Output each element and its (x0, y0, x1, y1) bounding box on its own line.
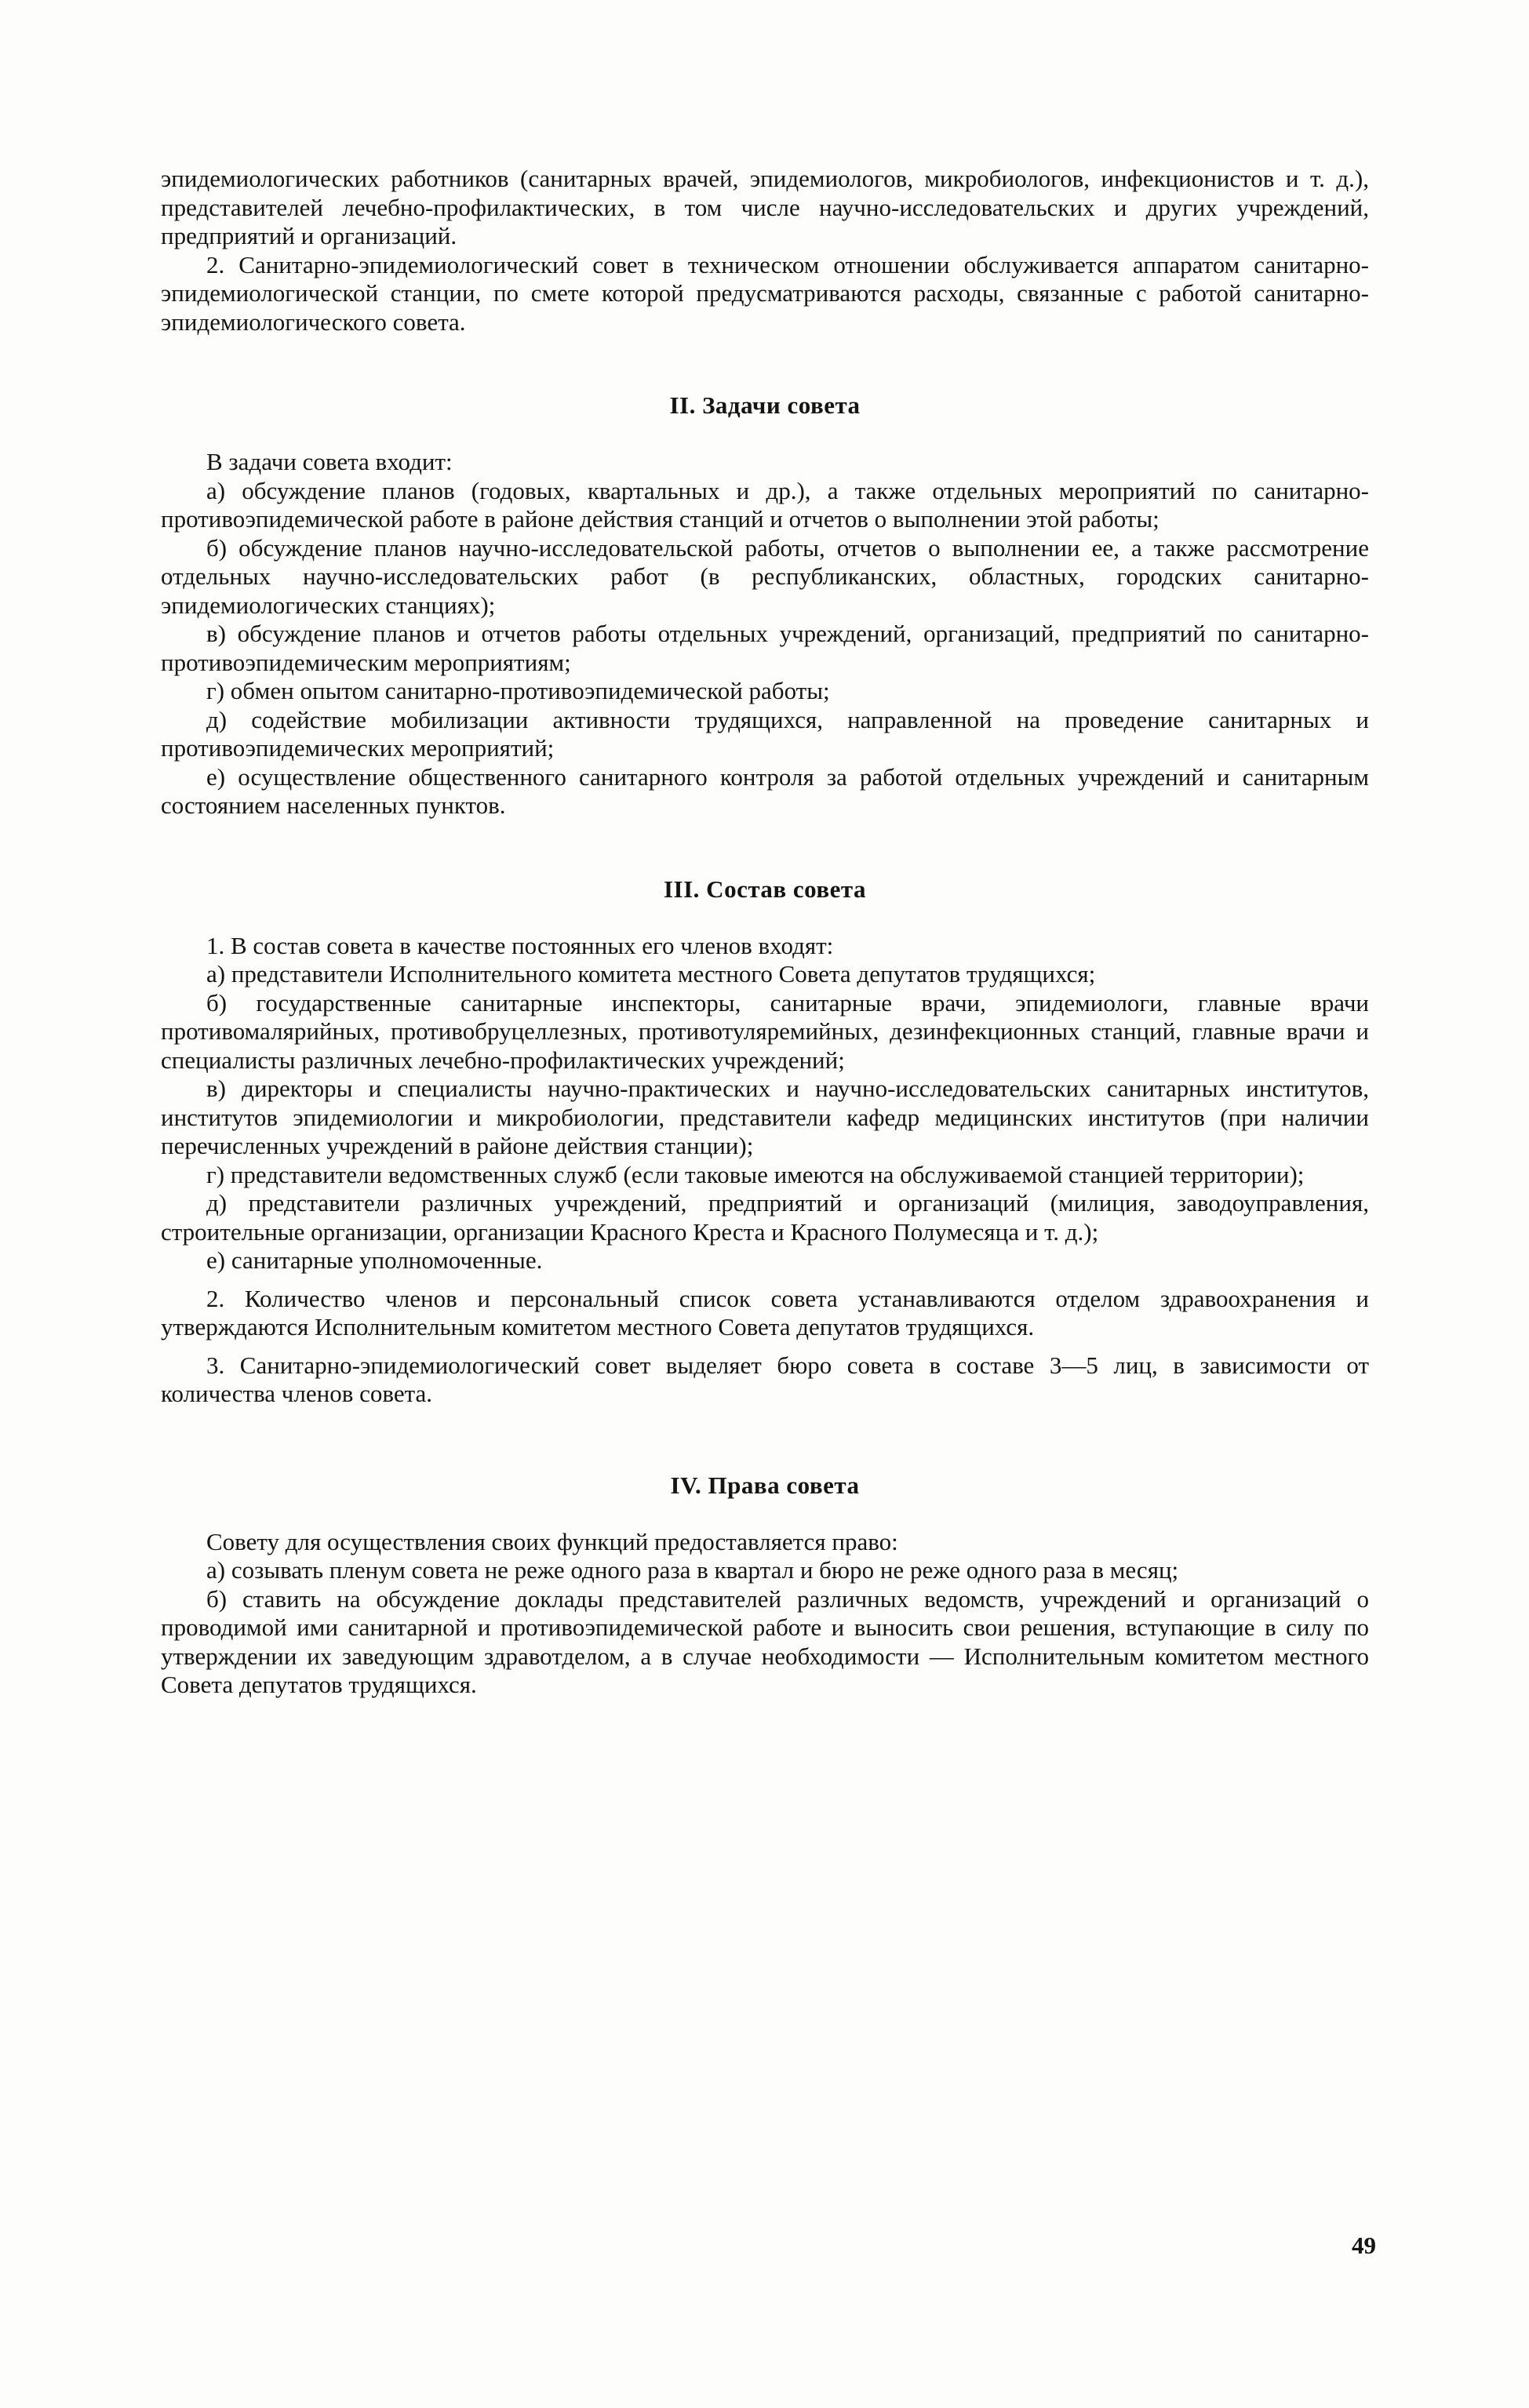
intro-paragraph-2: 2. Санитарно-эпидемиологический совет в техническом отношении обслуживается аппаратом санитарно-эпидемиологической станции, по смете которой предусматриваются расходы, связанные с работой санитарно-эпидемиологического совета. (161, 250, 1369, 336)
section-heading-rights: IV. Права совета (670, 1471, 860, 1499)
list-item: д) представители различных учреждений, предприятий и организаций (милиция, заводоуправления, строительные организации, организации Красного Креста и Красного Полумесяца и т. д.); (161, 1189, 1369, 1246)
section-lead-rights: Совету для осуществления своих функций предоставляется право: (206, 1527, 898, 1555)
list-item: г) обмен опытом санитарно-противоэпидемической работы; (206, 677, 830, 704)
section-lead-tasks: В задачи совета входит: (206, 448, 453, 475)
section-heading-composition: III. Состав совета (663, 875, 867, 903)
list-item: а) обсуждение планов (годовых, квартальных и др.), а также отдельных мероприятий по санитарно-противоэпидемической работе в районе действия станций и отчетов о выполнении этой работы; (161, 476, 1369, 533)
list-item: е) осуществление общественного санитарного контроля за работой отдельных учреждений и санитарным состоянием населенных пунктов. (161, 762, 1369, 819)
list-item: а) созывать пленум совета не реже одного раза в квартал и бюро не реже одного раза в месяц; (206, 1556, 1179, 1584)
composition-paragraph-2: 2. Количество членов и персональный список совета устанавливаются отделом здравоохранения и утверждаются Исполнительным комитетом местного Совета депутатов трудящихся. (161, 1284, 1369, 1340)
list-item: в) обсуждение планов и отчетов работы отдельных учреждений, организаций, предприятий по санитарно-противоэпидемическим мероприятиям; (161, 620, 1369, 676)
list-item: е) санитарные уполномоченные. (206, 1246, 543, 1274)
composition-paragraph-3: 3. Санитарно-эпидемиологический совет выделяет бюро совета в составе 3—5 лиц, в зависимости от количества членов совета. (161, 1351, 1369, 1407)
list-item: б) ставить на обсуждение доклады представителей различных ведомств, учреждений и организаций о проводимой ими санитарной и противоэпидемической работе и выносить свои решения, вступающие в силу по утверждении их заведующим здравотделом, а в случае необходимости — Исполнительным комитетом местного Совета депутатов трудящихся. (161, 1584, 1369, 1698)
list-item: г) представители ведомственных служб (если таковые имеются на обслуживаемой станцией территории); (206, 1160, 1305, 1188)
section-lead-composition: 1. В состав совета в качестве постоянных его членов входят: (206, 931, 834, 959)
list-item: д) содействие мобилизации активности трудящихся, направленной на проведение санитарных и противоэпидемических мероприятий; (161, 705, 1369, 762)
list-item: а) представители Исполнительного комитета местного Совета депутатов трудящихся; (206, 960, 1096, 988)
intro-paragraph-continued: эпидемиологических работников (санитарных врачей, эпидемиологов, микробиологов, инфекционистов и т. д.), представителей лечебно-профилактических, в том числе научно-исследовательских и других учреждений, предприятий и организаций. (161, 165, 1369, 249)
list-item: б) обсуждение планов научно-исследовательской работы, отчетов о выполнении ее, а также рассмотрение отдельных научно-исследовательских работ (в республиканских, областных, городских санитарно-эпидемиологических станциях); (161, 533, 1369, 619)
page-number: 49 (1352, 2232, 1376, 2259)
text-column (161, 165, 1369, 1700)
section-heading-tasks: II. Задачи совета (669, 391, 861, 419)
list-item: б) государственные санитарные инспекторы, санитарные врачи, эпидемиологи, главные врачи противомалярийных, противобруцеллезных, противотуляремийных, дезинфекционных станций, главные врачи и специалисты различных лечебно-профилактических учреждений; (161, 988, 1369, 1074)
list-item: в) директоры и специалисты научно-практических и научно-исследовательских санитарных институтов, институтов эпидемиологии и микробиологии, представители кафедр медицинских институтов (при наличии перечисленных учреждений в районе действия станции); (161, 1075, 1369, 1159)
